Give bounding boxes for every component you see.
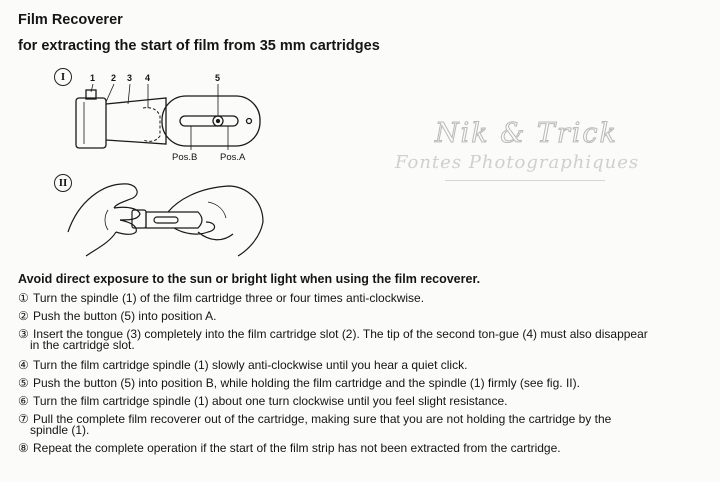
watermark-main: Nik & Trick xyxy=(435,118,618,149)
callout-3: 3 xyxy=(127,73,133,83)
figure-2-diagram xyxy=(48,172,288,272)
recoverer-handle xyxy=(162,96,260,146)
step-6: ⑥ Turn the film cartridge spindle (1) about one turn clockwise until you feel slight resistance. xyxy=(18,394,508,408)
callout-4: 4 xyxy=(145,73,151,83)
hands-holding-recoverer-drawing xyxy=(48,172,288,272)
callout-5: 5 xyxy=(215,73,221,83)
tongue xyxy=(106,98,166,144)
step-1: ① Turn the spindle (1) of the film cartridge three or four times anti-clockwise. xyxy=(18,291,425,305)
step-4: ④ Turn the film cartridge spindle (1) slowly anti-clockwise until you hear a quiet click. xyxy=(18,358,468,372)
callout-2: 2 xyxy=(111,73,117,83)
warning-text: Avoid direct exposure to the sun or bright light when using the film recoverer. xyxy=(18,272,481,286)
film-recoverer-drawing xyxy=(48,64,288,168)
step-7: ⑦ Pull the complete film recoverer out of the cartridge, making sure that you are not holding the cartridge by the spindle (1). xyxy=(18,412,612,437)
figure-2-label: II xyxy=(54,174,72,192)
slider-slot xyxy=(180,116,238,126)
step-5: ⑤ Push the button (5) into position B, while holding the film cartridge and the spindle (1) firmly (see fig. II). xyxy=(18,376,580,390)
callout-1: 1 xyxy=(90,73,96,83)
step-3-continuation: in the cartridge slot. xyxy=(30,338,135,352)
step-7-continuation: spindle (1). xyxy=(30,423,90,437)
right-hand xyxy=(168,186,263,222)
position-a-label: Pos.A xyxy=(220,152,246,163)
step-2: ② Push the button (5) into position A. xyxy=(18,309,217,323)
watermark-sub: Fontes Photographiques xyxy=(395,152,640,173)
watermark-underline xyxy=(445,180,605,181)
position-b-label: Pos.B xyxy=(172,152,198,163)
cartridge-body xyxy=(76,98,106,148)
step-3: ③ Insert the tongue (3) completely into the film cartridge slot (2). The tip of the second ton-gue (4) must also disappear in the cartridge slot. xyxy=(18,327,648,352)
document-title: Film Recoverer xyxy=(18,12,123,28)
step-8: ⑧ Repeat the complete operation if the start of the film strip has not been extracted from the cartridge. xyxy=(18,441,561,455)
document-subtitle: for extracting the start of film from 35 mm cartridges xyxy=(18,38,380,54)
watermark xyxy=(385,118,705,196)
figure-1-label: I xyxy=(54,68,72,86)
figure-1-diagram xyxy=(48,64,288,168)
